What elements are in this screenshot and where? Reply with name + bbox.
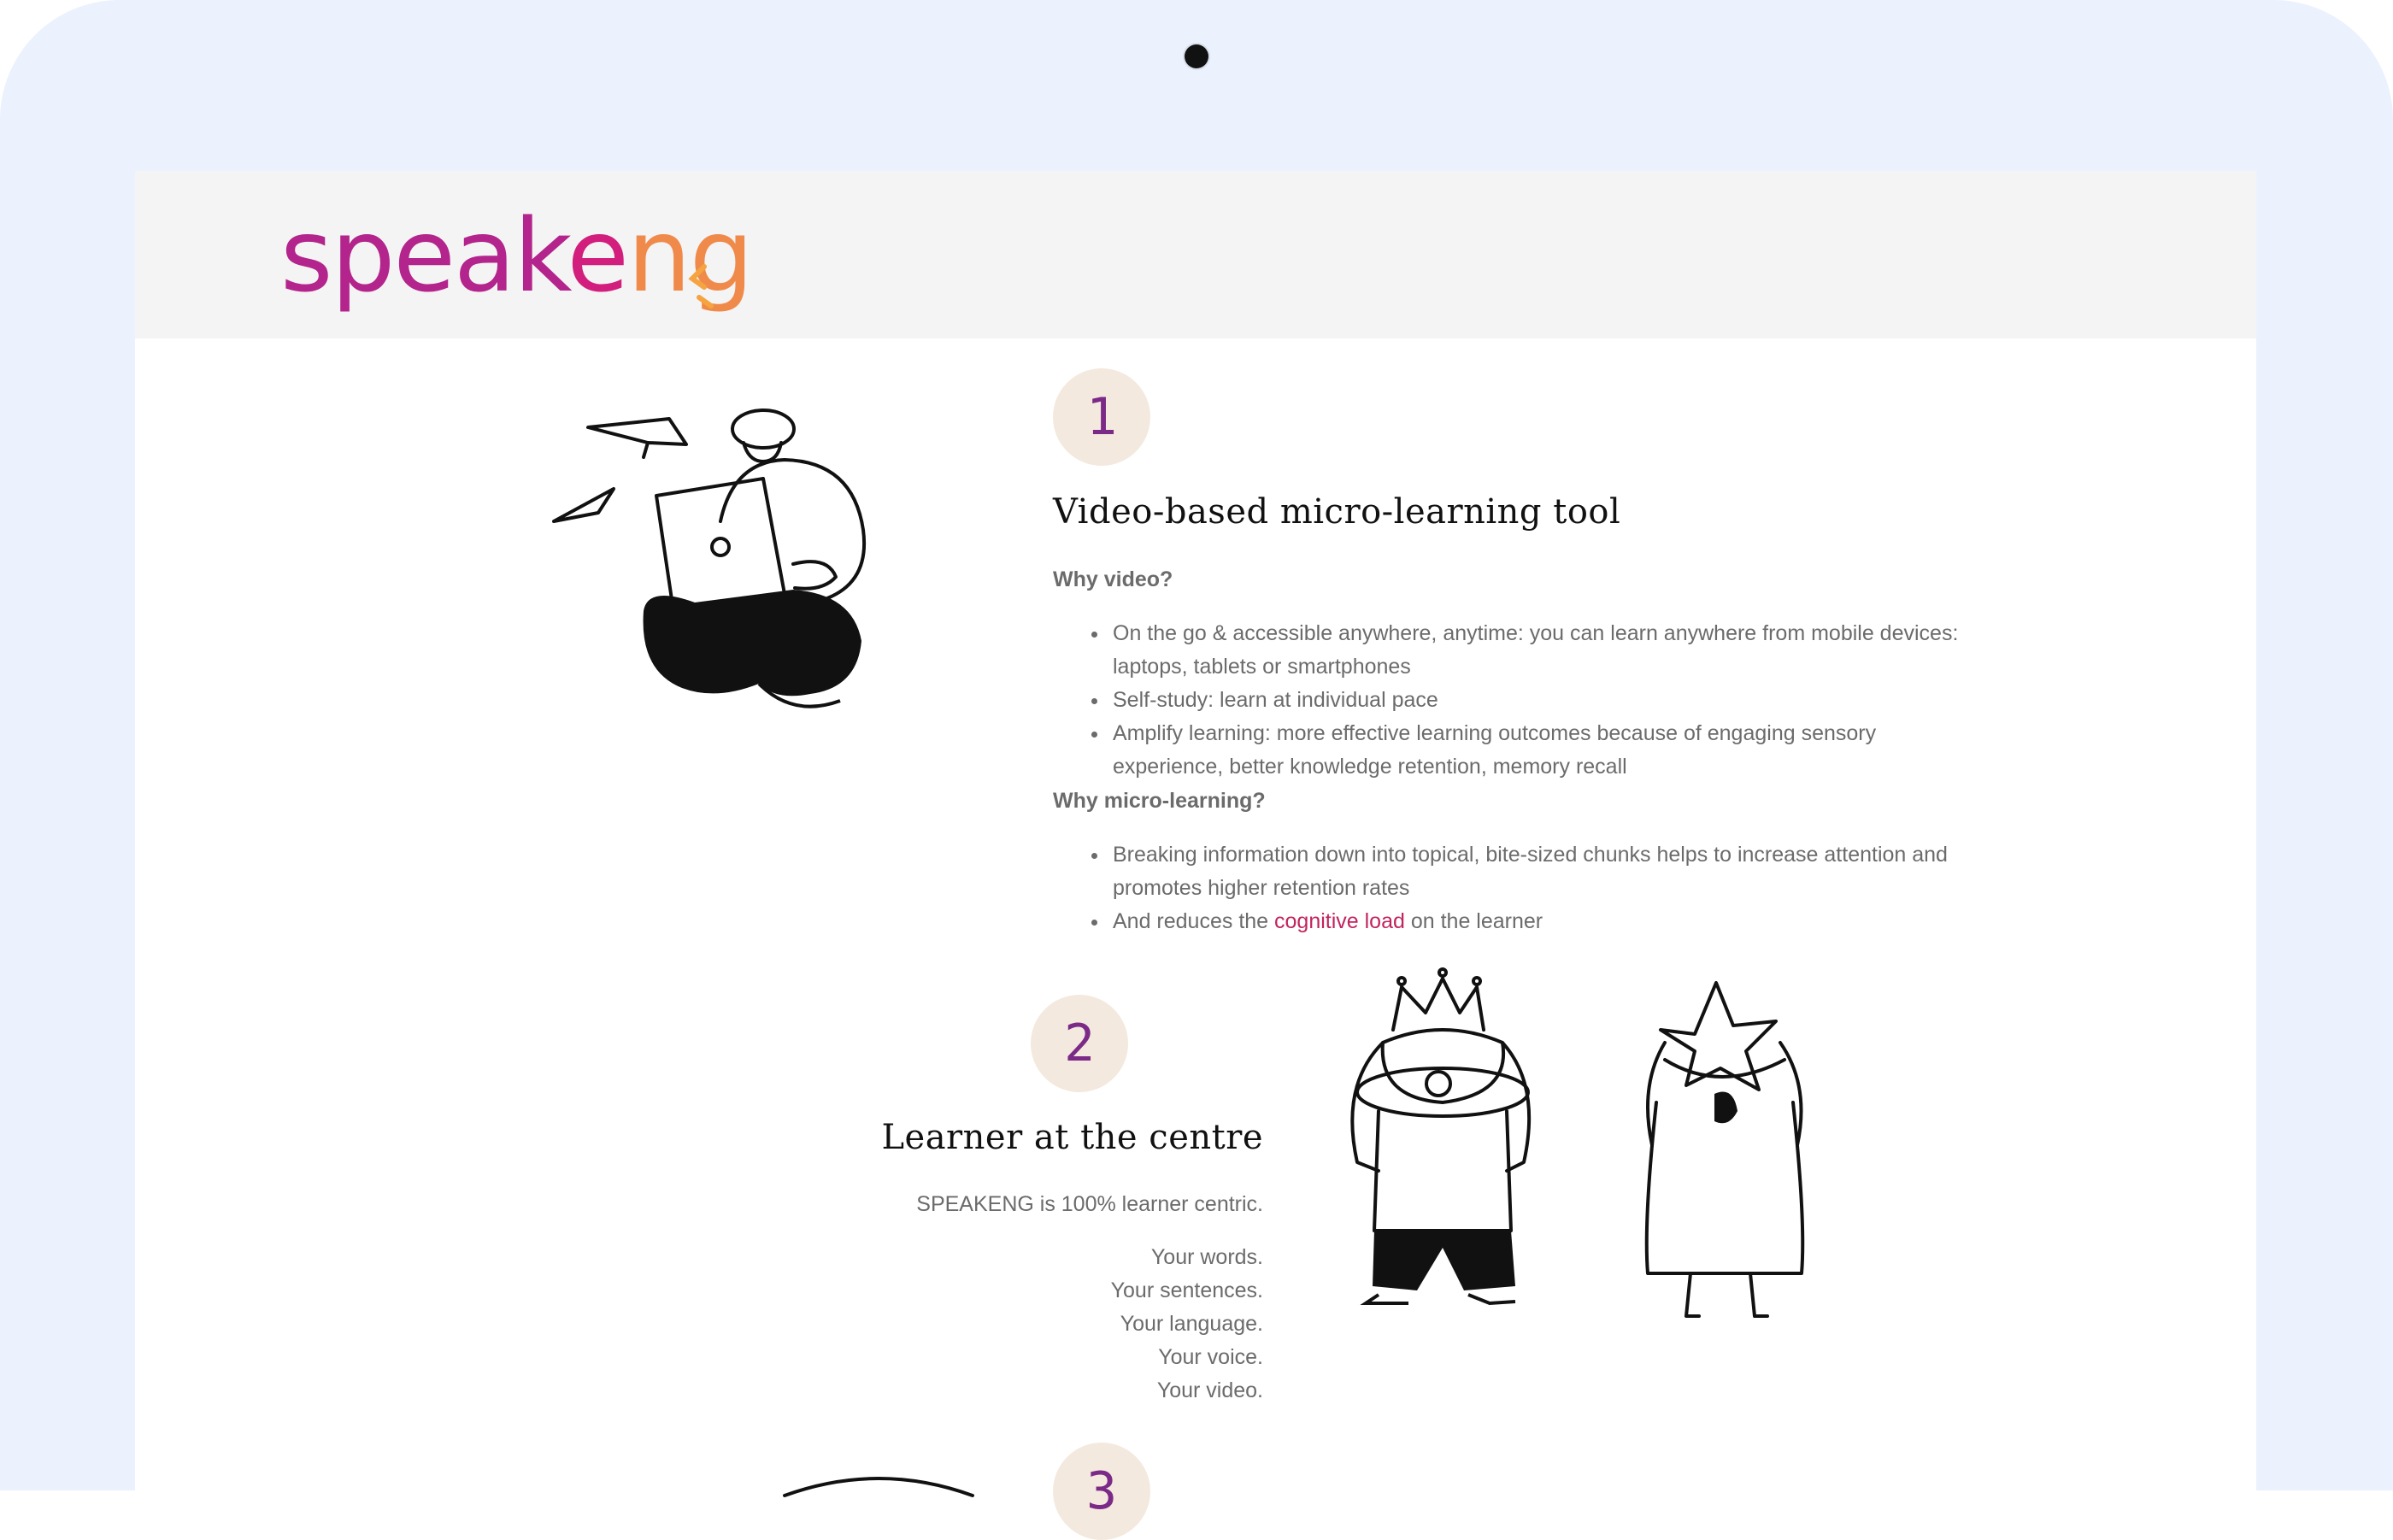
subhead-why-video: Why video? <box>1053 567 1173 591</box>
person-sketch-icon <box>733 1453 1024 1504</box>
learner-lines <box>648 1241 1263 1408</box>
web-page <box>135 171 2256 1521</box>
logo-wordmark: speakeng <box>280 197 752 314</box>
section-number-2: 2 <box>1031 995 1128 1092</box>
line-text: Your sentences. <box>1110 1278 1263 1302</box>
list-item: • Breaking information down into topical, bite-sized chunks helps to increase attention and promotes higher retention rates <box>1109 838 1981 905</box>
why-micro-list <box>1077 838 1981 938</box>
section-number-1: 1 <box>1053 368 1150 466</box>
line-text: Your words. <box>1150 1245 1263 1269</box>
subhead-why-micro-learning: Why micro-learning? <box>1053 789 1266 813</box>
list-item-text: on the learner <box>1404 909 1543 933</box>
speakeng-logo[interactable] <box>280 191 844 320</box>
list-item: • Amplify learning: more effective learning outcomes because of engaging sensory experience, better knowledge retention, memory recall <box>1109 717 1981 784</box>
section-title-video-learning: Video-based micro-learning tool <box>1053 492 1621 532</box>
camera-icon <box>1185 44 1208 68</box>
line-text: Your voice. <box>1158 1345 1263 1369</box>
why-video-list <box>1077 617 1981 784</box>
learner-centric-intro <box>648 1188 1263 1221</box>
list-item-text: And reduces the <box>1113 909 1275 933</box>
speech-bubble-icon <box>667 260 726 311</box>
section-title-learner-centre: Learner at the centre <box>881 1118 1263 1157</box>
intro-text: SPEAKENG is 100% learner centric. <box>916 1192 1263 1216</box>
list-item: • Self-study: learn at individual pace <box>1109 684 1981 717</box>
person-with-laptop-icon <box>545 393 921 735</box>
line-text: Your video. <box>1156 1378 1263 1402</box>
line-text: Your language. <box>1120 1312 1263 1336</box>
list-item: • On the go & accessible anywhere, anytime: you can learn anywhere from mobile devices: laptops, tablets or smartphones <box>1109 617 1981 684</box>
list-item <box>1109 905 1981 938</box>
two-people-holding-crown-and-star-icon <box>1306 966 1973 1342</box>
cognitive-load-link[interactable]: cognitive load <box>1274 909 1405 933</box>
site-header <box>135 171 2256 338</box>
section-number-3: 3 <box>1053 1443 1150 1540</box>
